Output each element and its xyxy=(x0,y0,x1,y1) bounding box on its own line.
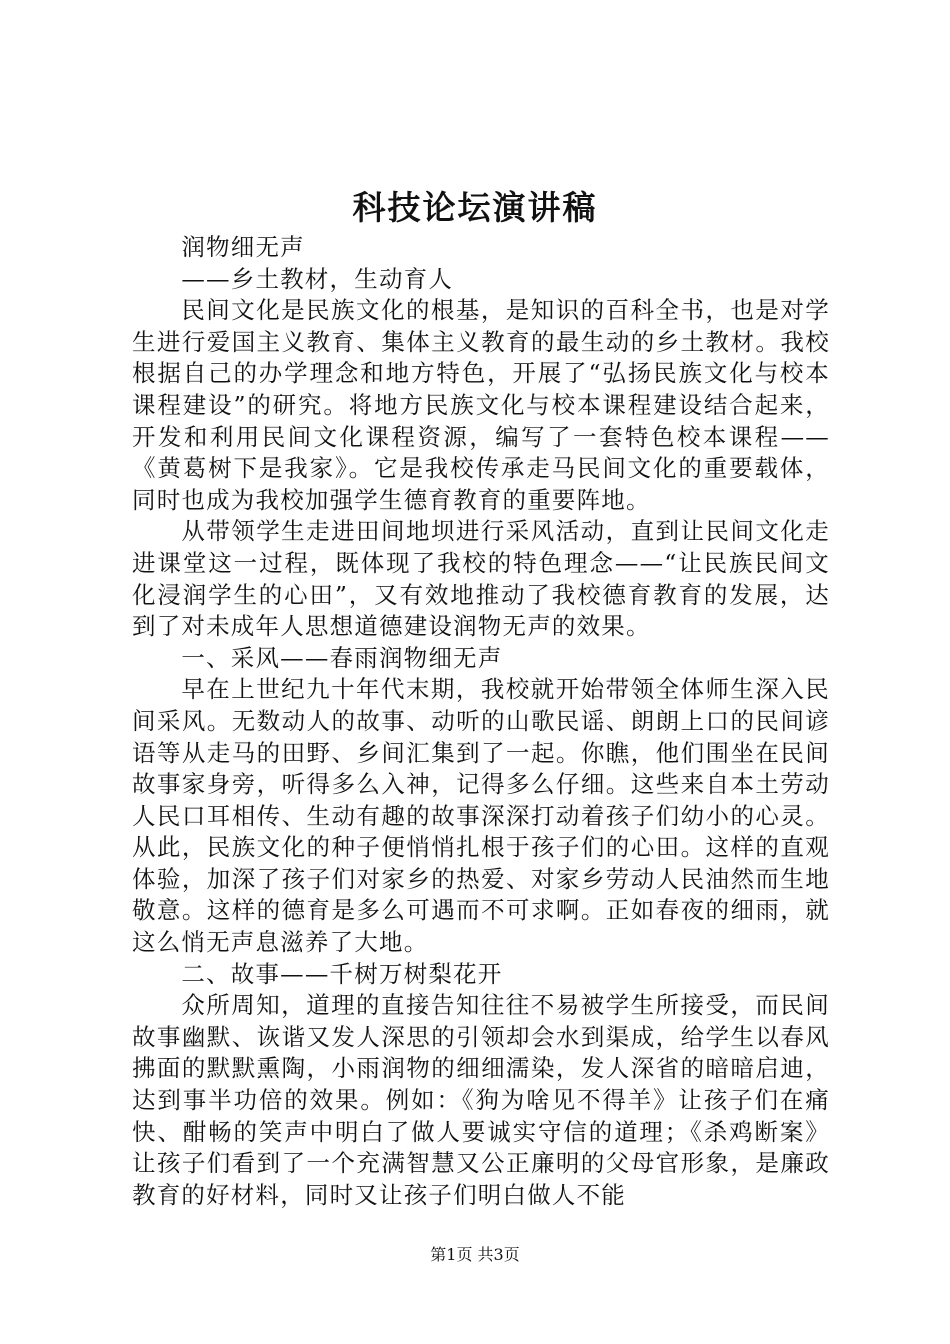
body-paragraph: 民间文化是民族文化的根基，是知识的百科全书，也是对学生进行爱国主义教育、集体主义教育的最生动的乡土教材。我校根据自己的办学理念和地方特色，开展了“弘扬民族文化与校本课程建设”的研究。将地方民族文化与校本课程建设结合起来，开发和利用民间文化课程资源，编写了一套特色校本课程——《黄葛树下是我家》。它是我校传承走马民间文化的重要载体，同时也成为我校加强学生德育教育的重要阵地。 xyxy=(132,296,830,514)
document-title: 科技论坛演讲稿 xyxy=(352,188,598,227)
section-heading: 一、采风——春雨润物细无声 xyxy=(181,643,503,672)
page-number: 第1页 共3页 xyxy=(430,1245,520,1264)
section-heading: 二、故事——千树万树梨花开 xyxy=(181,959,503,988)
subtitle-line: 润物细无声 xyxy=(181,233,305,261)
body-paragraph: 早在上世纪九十年代末期，我校就开始带领全体师生深入民间采风。无数动人的故事、动听的山歌民谣、朗朗上口的民间谚语等从走马的田野、乡间汇集到了一起。你瞧，他们围坐在民间故事家身旁，听得多么入神，记得多么仔细。这些来自本土劳动人民口耳相传、生动有趣的故事深深打动着孩子们幼小的心灵。从此，民族文化的种子便悄悄扎根于孩子们的心田。这样的直观体验，加深了孩子们对家乡的热爱、对家乡劳动人民油然而生地敬意。这样的德育是多么可遇而不可求啊。正如春夜的细雨，就这么悄无声息滋养了大地。 xyxy=(132,675,830,957)
subtitle-line: ——乡土教材，生动育人 xyxy=(181,264,454,293)
document-body xyxy=(132,232,830,1211)
body-paragraph: 众所周知，道理的直接告知往往不易被学生所接受，而民间故事幽默、诙谐又发人深思的引领却会水到渠成，给学生以春风拂面的默默熏陶，小雨润物的细细濡染，发人深省的暗暗启迪，达到事半功倍的效果。例如：《狗为啥见不得羊》让孩子们在痛快、酣畅的笑声中明白了做人要诚实守信的道理；《杀鸡断案》让孩子们看到了一个充满智慧又公正廉明的父母官形象，是廉政教育的好材料，同时又让孩子们明白做人不能 xyxy=(132,991,830,1209)
body-paragraph: 从带领学生走进田间地坝进行采风活动，直到让民间文化走进课堂这一过程，既体现了我校的特色理念——“让民族民间文化浸润学生的心田”，又有效地推动了我校德育教育的发展，达到了对未成年人思想道德建设润物无声的效果。 xyxy=(132,517,830,641)
